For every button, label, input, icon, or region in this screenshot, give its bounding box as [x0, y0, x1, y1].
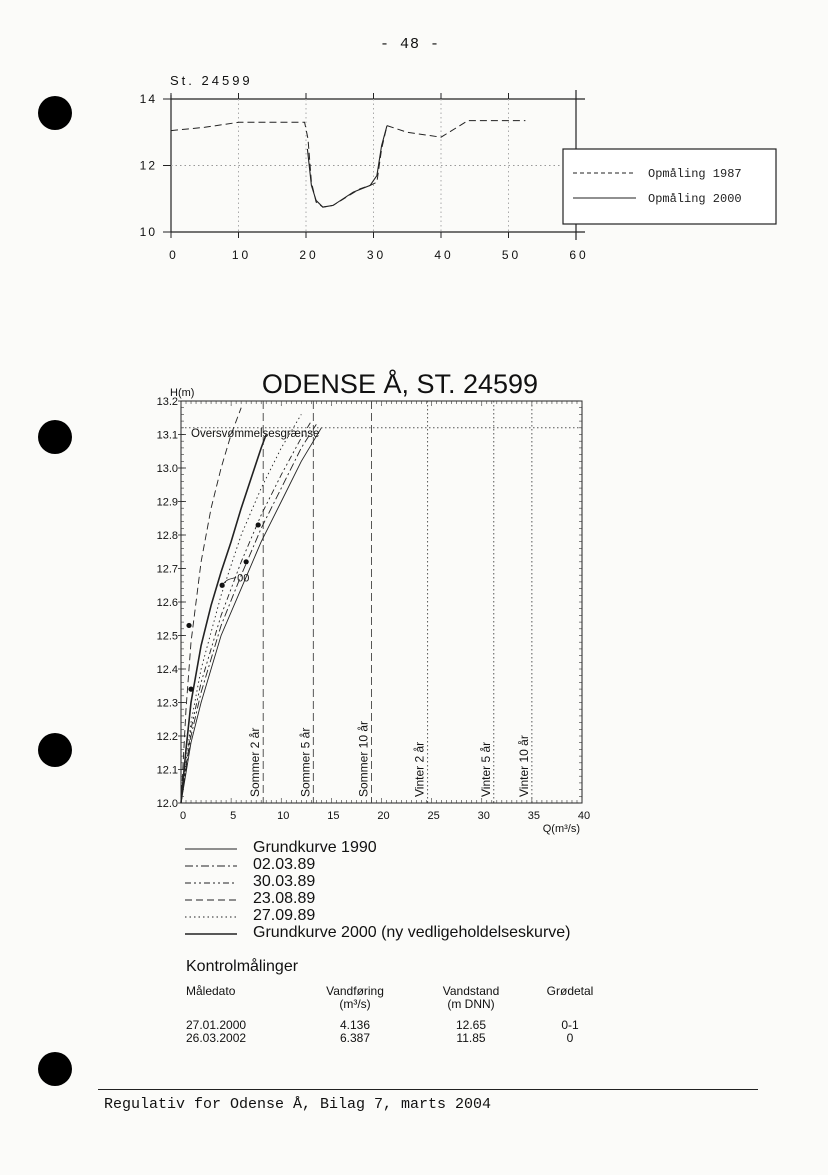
- chart2-xtick-label: 40: [577, 810, 591, 822]
- legend-label: 27.09.89: [253, 907, 316, 924]
- chart1-xtick-label: 40: [434, 248, 454, 262]
- chart2-title: ODENSE Å, ST. 24599: [261, 369, 539, 399]
- legend-swatch: [183, 856, 243, 874]
- chart2-ytick-label: 12.1: [156, 764, 178, 777]
- chart2-curve-3: [181, 421, 311, 803]
- chart2-xtick-label: 0: [179, 810, 187, 822]
- chart1-xtick-label: 20: [299, 248, 319, 262]
- chart2-ytick-label: 13.1: [156, 429, 178, 442]
- legend-swatch: [183, 873, 243, 891]
- chart1-legend-label: Opmåling 1987: [648, 167, 742, 181]
- legend-swatch: [183, 839, 243, 857]
- chart2-vline-label-4: Vinter 2 år: [412, 741, 427, 797]
- header-date: Måledato: [186, 984, 236, 998]
- legend-swatch: [183, 890, 243, 908]
- chart2-ytick-label: 12.0: [156, 798, 178, 810]
- chart2-ytick-label: 12.4: [156, 664, 178, 676]
- chart2-ytick-label: 12.2: [156, 731, 178, 743]
- chart2-ytick-label: 13.2: [156, 396, 178, 408]
- chart2-xtick-label: 20: [377, 810, 390, 822]
- chart1-xtick-label: 0: [169, 248, 179, 262]
- cell-dates: 27.01.2000 26.03.2002: [186, 1018, 247, 1045]
- chart2-ytick-label: 12.9: [156, 496, 178, 509]
- table-header: [186, 985, 298, 1011]
- chart2-ytick-label: 12.8: [156, 530, 178, 542]
- page-number: - 48 -: [380, 36, 441, 53]
- chart1-xtick-label: 60: [569, 248, 589, 262]
- footer-text: Regulativ for Odense Å, Bilag 7, marts 2004: [104, 1096, 492, 1113]
- chart1-xtick-label: 50: [501, 248, 522, 262]
- legend-label: 30.03.89: [253, 873, 316, 890]
- chart2-flood-label: Oversvømmelsesgrænse: [191, 428, 320, 440]
- chart2-measurement-point-2: [188, 687, 193, 692]
- chart2-vline-label-1: Sommer 2 år: [248, 727, 263, 797]
- chart2-xtick-label: 5: [230, 810, 237, 822]
- chart2-xtick-label: 15: [327, 810, 340, 822]
- chart1-xtick-label: 10: [231, 248, 252, 262]
- legend-label: Grundkurve 2000 (ny vedligeholdelseskurve): [253, 924, 571, 941]
- chart2-vline-label-3: Sommer 10 år: [356, 720, 371, 797]
- footer-rule: [98, 1089, 758, 1090]
- legend-label: 23.08.89: [253, 890, 316, 907]
- chart2-annotation-label: 00: [237, 572, 250, 585]
- chart2-vline-label-6: Vinter 10 år: [516, 735, 531, 797]
- chart1-ytick-label: 10: [139, 225, 157, 239]
- legend-label: Grundkurve 1990: [253, 839, 377, 856]
- chart2-measurement-point-4: [244, 559, 249, 564]
- chart2-curve-5: [181, 414, 301, 803]
- header-discharge: Vandføring (m³/s): [326, 984, 384, 1011]
- cell-vegetation: 0-1 0: [561, 1018, 579, 1045]
- chart2-measurement-point-1: [186, 623, 191, 628]
- chart1-ytick-label: 14: [139, 92, 157, 106]
- chart2-measurement-point-5: [256, 522, 261, 527]
- legend-label: 02.03.89: [253, 856, 316, 873]
- chart2-ytick-label: 12.7: [156, 563, 178, 576]
- chart2-xtick-label: 25: [427, 810, 440, 822]
- chart2-ytick-label: 12.3: [156, 697, 178, 710]
- chart1-ytick-label: 12: [139, 158, 157, 173]
- chart2-xtick-label: 35: [527, 810, 540, 822]
- chart1-xtick-label: 30: [366, 248, 387, 262]
- chart2-vline-label-2: Sommer 5 år: [298, 727, 313, 797]
- chart2-xtick-label: 30: [477, 810, 490, 822]
- chart2-ytick-label: 12.6: [156, 597, 178, 609]
- chart2-ylabel: H(m): [170, 387, 195, 399]
- chart1-legend-label: Opmåling 2000: [648, 192, 742, 206]
- header-stage: Vandstand (m DNN): [442, 984, 500, 1011]
- chart2-ytick-label: 13.0: [156, 463, 178, 475]
- chart2-vline-label-5: Vinter 5 år: [478, 741, 493, 797]
- chart2-ytick-label: 12.5: [156, 630, 178, 643]
- control-measurements-title: Kontrolmålinger: [186, 958, 299, 975]
- chart2-xtick-label: 10: [277, 810, 290, 822]
- chart1-title: St. 24599: [170, 73, 253, 88]
- chart2-xlabel: Q(m³/s): [542, 823, 580, 835]
- legend-swatch: [183, 924, 243, 942]
- legend-swatch: [183, 907, 243, 925]
- control-measurements-table: [186, 985, 610, 1045]
- header-vegetation: Grødetal: [546, 984, 594, 998]
- cell-stage: 12.65 11.85: [455, 1018, 487, 1045]
- cell-discharge: 4.136 6.387: [339, 1018, 371, 1045]
